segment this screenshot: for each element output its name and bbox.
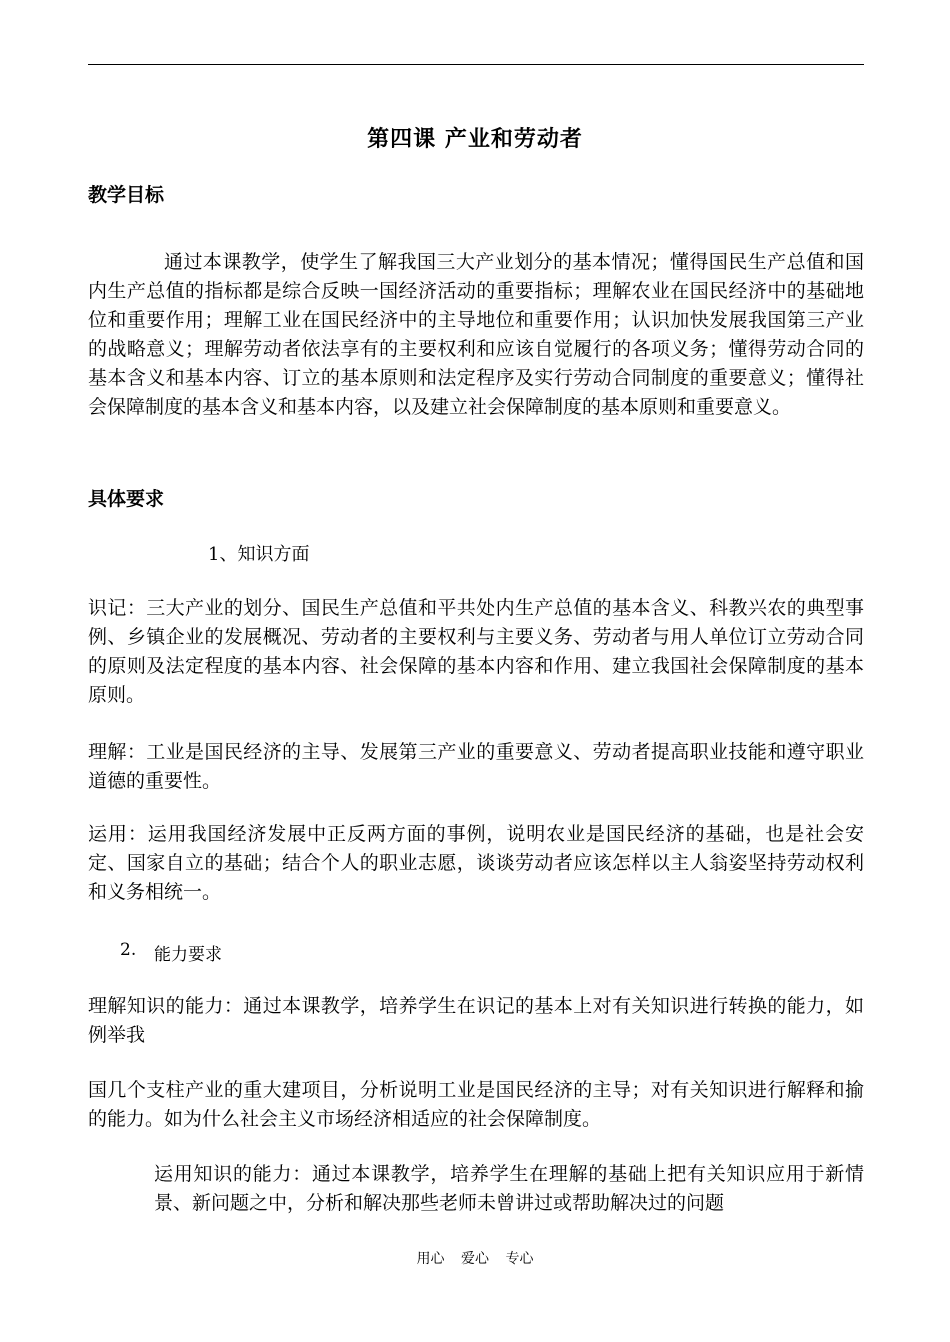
page-title: 第四课 产业和劳动者 bbox=[367, 127, 583, 152]
page-footer bbox=[0, 1248, 950, 1268]
ability-paragraph-2: 国几个支柱产业的重大建项目，分析说明工业是国民经济的主导；对有关知识进行解释和揄的能力。如为什么社会主义市场经济相适应的社会保障制度。 bbox=[88, 1079, 864, 1130]
footer-word: 专心 bbox=[505, 1251, 534, 1267]
section-heading-objectives: 教学目标 bbox=[88, 184, 165, 206]
header-rule bbox=[88, 64, 864, 65]
item-ability-label: 能力要求 bbox=[154, 945, 222, 965]
objectives-paragraph: 通过本课教学，使学生了解我国三大产业划分的基本情况；懂得国民生产总值和国内生产总值的指标都是综合反映一国经济活动的重要指标；理解农业在国民经济中的基础地位和重要作用；理解工业在国民经济中的主导地位和重要作用；认识加快发展我国第三产业的战略意义；理解劳动者依法享有的主要权利和应该自觉履行的各项义务；懂得劳动合同的基本含义和基本内容、订立的基本原则和法定程序及实行劳动合同制度的重要意义；懂得社会保障制度的基本含义和基本内容，以及建立社会保障制度的基本原则和重要意义。 bbox=[88, 251, 864, 418]
ability-paragraph-3: 运用知识的能力：通过本课教学，培养学生在理解的基础上把有关知识应用于新情景、新问题之中，分析和解决那些老师未曾讲过或帮助解决过的问题 bbox=[154, 1163, 864, 1214]
ability-paragraph-1: 理解知识的能力：通过本课教学，培养学生在识记的基本上对有关知识进行转换的能力，如例举我 bbox=[88, 995, 864, 1046]
understand-paragraph: 理解：工业是国民经济的主导、发展第三产业的重要意义、劳动者提高职业技能和遵守职业道德的重要性。 bbox=[88, 741, 864, 792]
footer-word: 用心 bbox=[416, 1251, 445, 1267]
memorize-paragraph: 识记：三大产业的划分、国民生产总值和平共处内生产总值的基本含义、科教兴农的典型事例、乡镇企业的发展概况、劳动者的主要权利与主要义务、劳动者与用人单位订立劳动合同的原则及法定程度的基本内容、社会保障的基本内容和作用、建立我国社会保障制度的基本原则。 bbox=[88, 597, 864, 706]
item-ability-number: 2. bbox=[120, 940, 137, 960]
apply-paragraph: 运用：运用我国经济发展中正反两方面的事例，说明农业是国民经济的基础，也是社会安定、国家自立的基础；结合个人的职业志愿，谈谈劳动者应该怎样以主人翁姿坚持劳动权利和义务相统一。 bbox=[88, 823, 864, 903]
footer-word: 爱心 bbox=[461, 1251, 489, 1267]
item-knowledge: 1、知识方面 bbox=[208, 544, 310, 565]
section-heading-requirements: 具体要求 bbox=[88, 488, 165, 510]
